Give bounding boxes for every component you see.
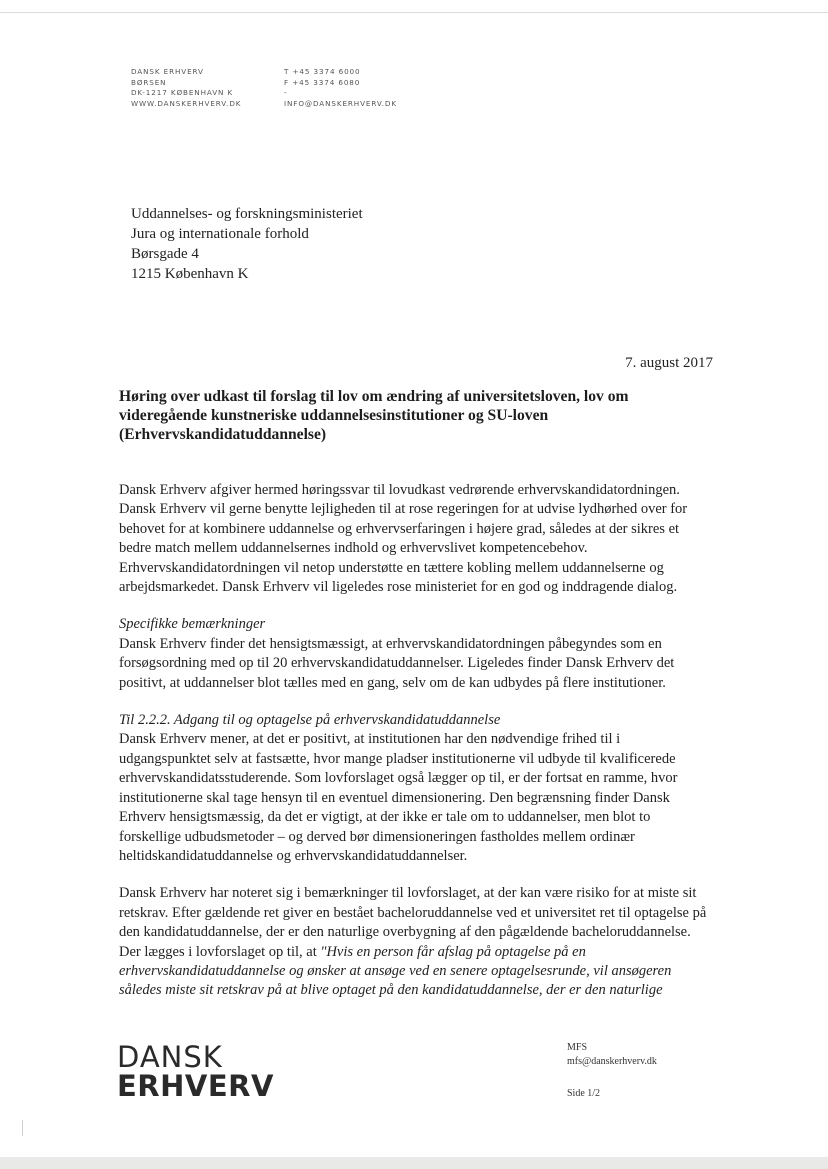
section-legal-claim <box>119 884 714 1000</box>
section-heading: Specifikke bemærkninger <box>119 616 266 633</box>
dansk-erhverv-logo <box>117 1040 274 1103</box>
bill-quote: "Hvis en person får afslag på optagelse på en erhvervskandidatuddannelse og ønsker at ansøge ved en senere optagelsesrunde, vil ansøgeren således miste sit retskrav på at blive optaget på den kandidatuddannelse, der er den naturlige <box>119 943 672 999</box>
recipient-line-3: Børsgade 4 <box>131 246 199 262</box>
letter-date: 7. august 2017 <box>625 355 713 371</box>
scan-edge-top <box>0 12 828 13</box>
sender-name: DANSK ERHVERV <box>131 67 204 76</box>
section-text: Dansk Erhverv har noteret sig i bemærkninger til lovforslaget, at der kan være risiko for at miste sit retskrav. Efter gældende ret giver en bestået bacheloruddannelse ved et universitet ret til optagelse på den kandidatuddannelse, der er den naturlige overbygning af den pågældende bacheloruddannelse. Der lægges i lovforslaget op til, at <box>119 885 707 960</box>
letter-subject: Høring over udkast til forslag til lov om ændring af universitetsloven, lov om videregående kunstneriske uddannelsesinstitutioner og SU-loven (Erhvervskandidatuddannelse) <box>119 388 629 444</box>
recipient-address <box>131 204 363 284</box>
logo-word-erhverv: ERHVERV <box>117 1069 274 1103</box>
sender-web: WWW.DANSKERHVERV.DK <box>131 98 242 108</box>
sender-phone: T +45 3374 6000 <box>284 67 361 76</box>
author-email: mfs@danskerhverv.dk <box>567 1056 657 1067</box>
logo-word-dansk: DANSK <box>117 1040 223 1074</box>
sender-dash: - <box>284 88 288 97</box>
section-admission <box>119 711 714 866</box>
section-text: Dansk Erhverv finder det hensigtsmæssigt, at erhvervskandidatordningen påbegyndes som en forsøgsordning med op til 20 erhvervskandidatuddannelser. Ligeledes finder Dansk Erhverv det positivt, at uddannelser blot tælles med en gang, selv om de kan udbydes på flere institutioner. <box>119 635 675 691</box>
sender-contact <box>284 67 397 109</box>
scan-edge-bottom <box>0 1157 828 1169</box>
sender-city: DK-1217 KØBENHAVN K <box>131 88 234 97</box>
letter-body <box>119 481 714 1019</box>
sender-email: INFO@DANSKERHVERV.DK <box>284 98 397 108</box>
sender-fax: F +45 3374 6080 <box>284 77 361 87</box>
recipient-line-1: Uddannelses- og forskningsministeriet <box>131 206 363 222</box>
author-initials: MFS <box>567 1042 588 1053</box>
section-heading: Til 2.2.2. Adgang til og optagelse på erhvervskandidatuddannelse <box>119 712 501 729</box>
sender-building: BØRSEN <box>131 77 167 87</box>
intro-paragraph: Dansk Erhverv afgiver hermed høringssvar til lovudkast vedrørende erhvervskandidatordningen. Dansk Erhverv vil gerne benytte lejligheden til at rose regeringen for at udvise lydhørhed over for behovet for at kombinere uddannelse og erhvervserfaringen i højere grad, således at der sikres et bedre match mellem uddannelsernes indhold og erhvervslivet kompetencebehov. Erhvervskandidatordningen vil netop understøtte en tættere kobling mellem uddannelserne og arbejdsmarkedet. Dansk Erhverv vil ligeledes rose ministeriet for en god og inddragende dialog. <box>119 482 688 596</box>
footer-contact <box>567 1041 657 1101</box>
page-number: Side 1/2 <box>567 1088 601 1099</box>
recipient-line-4: 1215 København K <box>131 266 249 282</box>
scan-mark <box>22 1120 23 1136</box>
recipient-line-2: Jura og internationale forhold <box>131 226 309 242</box>
section-text: Dansk Erhverv mener, at det er positivt, at institutionen har den nødvendige frihed til i udgangspunktet selv at fastsætte, hvor mange pladser institutionerne vil udbyde til kvalificerede erhvervskandidatsstuderende. Som lovforslaget også lægger op til, er der fortsat en ramme, hvor institutionerne skal tage hensyn til en eventuel dimensionering. Den begrænsning finder Dansk Erhverv hensigtsmæssig, da det er vigtigt, at der ikke er tale om to uddannelser, men blot to forskellige udbudsmetoder – og derved bør dimensioneringen fastholdes mellem ordinær heltidskandidatuddannelse og erhvervskandidatuddannelser. <box>119 731 678 864</box>
sender-address <box>131 67 241 109</box>
section-specific-remarks <box>119 615 714 693</box>
